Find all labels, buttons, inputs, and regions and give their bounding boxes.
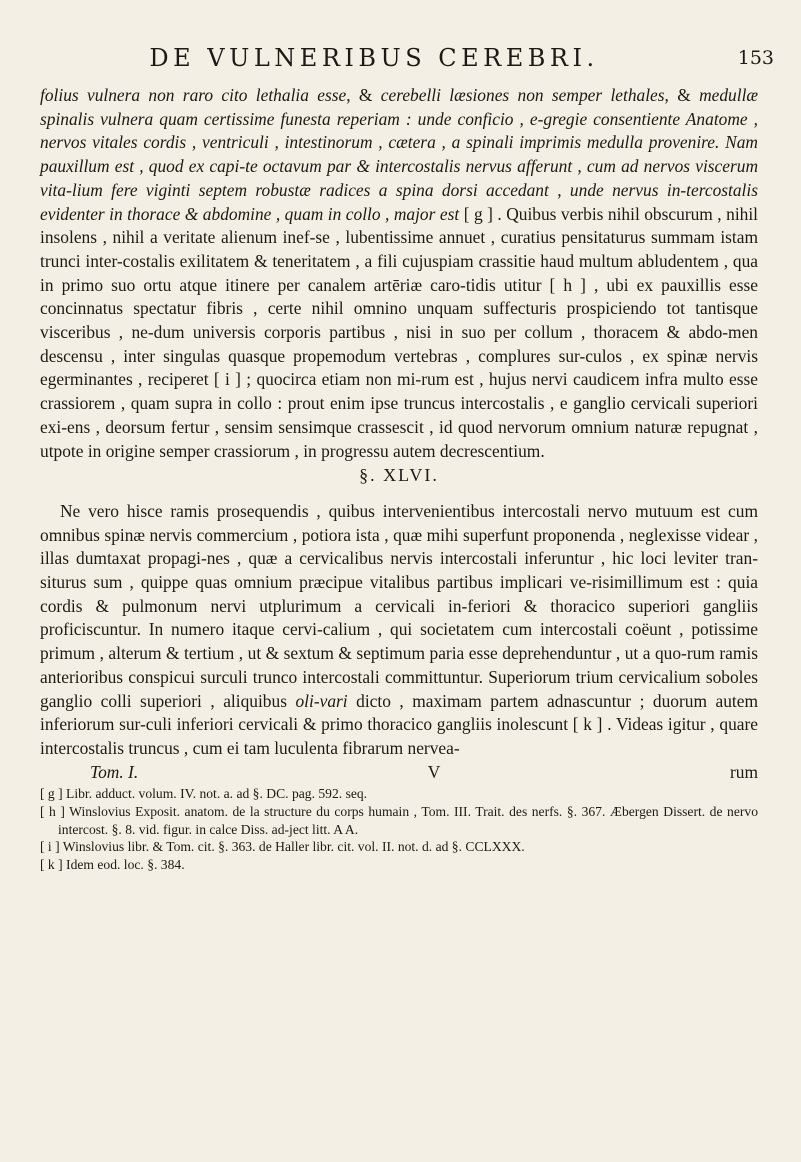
text-span: & bbox=[184, 203, 199, 224]
text-span: oli-vari bbox=[295, 690, 348, 711]
text-span: , & bbox=[664, 85, 691, 105]
catchword: rum bbox=[729, 761, 758, 782]
text-span: , & bbox=[346, 85, 373, 105]
footnotes bbox=[40, 785, 758, 873]
running-head: DE VULNERIBUS CEREBRI. bbox=[149, 44, 599, 72]
footnote: [ i ] Winslovius libr. & Tom. cit. §. 363. de Haller libr. cit. vol. II. not. d. ad §. CCLXXX. bbox=[40, 839, 525, 855]
text-span: medullæ spinalis vulnera quam certissime funesta reperiam : unde conficio , e-gregie consentiente Anatome , nervos vitales cordis , ventriculi , intestinorum , cætera , a spinali imprimis medulla provenire. Nam pauxillum est , quod ex capi-te octavum par bbox=[40, 85, 758, 177]
footnote: [ k ] Idem eod. loc. §. 384. bbox=[40, 856, 185, 872]
paragraph-2 bbox=[40, 500, 758, 761]
text-span: & bbox=[356, 156, 370, 177]
text-span: Ne vero hisce ramis prosequendis , quibus intervenientibus intercostali nervo mutuum est cum omnibus spinæ nervis commercium , potiora ista , quæ mihi superfunt proponenda , neglexisse videar , illas dumtaxat propagi-nes , quæ a cervicalibus nervis intercostali inferuntur , hic loci leviter tran-siturus sum , quippe quas omnium præcipue vitalibus partibus implicari ve-risimillimum est : quia cordis & pulmonum nervi utplurimum a cervicali in-feriori & thoracico superiori gangliis proficiscuntur. In numero itaque cervi-calium , qui societatem cum intercostali coëunt , potissime primum , alterum & tertium , ut & sextum & septimum paria esse deprehenduntur , ut a quo-rum ramis anterioribus conspicui surculi trunco intercostali committuntur. Superiorum trium cervicalium soboles ganglio colli superiori , aliquibus bbox=[40, 500, 758, 711]
text-span: dicto , maximam partem adnascuntur ; duorum autem inferiorum sur-culi inferiori cervicali & primo thoracico gangliis inolescunt [ k ] . Videas igitur , quare intercostalis truncus , cum ei tam luculenta fibrarum nervea- bbox=[40, 690, 758, 758]
text-span: cerebelli læsiones non semper lethales bbox=[380, 85, 665, 105]
text-span: folius vulnera non raro cito lethalia esse bbox=[40, 85, 347, 105]
footnote: [ g ] Libr. adduct. volum. IV. not. a. ad §. DC. pag. 592. seq. bbox=[40, 786, 368, 802]
text-span: intercostalis nervus afferunt , cum ad nervos viscerum vita-lium fere viginti septem robustæ radices a spina dorsi accedant , unde nervus in-tercostalis evidenter in thorace bbox=[40, 156, 759, 224]
page-number: 153 bbox=[737, 47, 774, 69]
section-heading: §. XLVI. bbox=[359, 465, 439, 486]
text-span: abdomine , quam in collo , major est bbox=[202, 203, 460, 224]
signature-mark: V bbox=[427, 761, 441, 782]
catchline bbox=[40, 761, 758, 785]
body-text bbox=[40, 84, 758, 873]
footnote: [ h ] Winslovius Exposit. anatom. de la structure du corps humain , Tom. III. Trait. des nerfs. §. 367. Æbergen Dissert. de nervo intercost. §. 8. vid. figur. in calce Diss. ad-ject litt. A A. bbox=[40, 803, 758, 837]
paragraph-1 bbox=[40, 84, 758, 463]
text-span: [ g ] . Quibus verbis nihil obscurum , nihil insolens , nihil a veritate alienum inef-se , lubentissime annuet , curatius pensitaturus summam istam trunci inter-costalis exilitatem & teneritatem , a fili cujuspiam crassitie haud multum abludentem , qua in primo suo ortu atque itinere per canalem artēriæ caro-tidis utitur [ h ] , ubi ex pauxillis esse concinnatus spectatur fibris , certe nihil omnino unquam suffecturis prospiciendo tot tantisque visceribus , ne-dum universis corporis partibus , nisi in suo per collum , thoracem & abdo-men descensu , inter singulas quasque propemodum vertebras , complures sur-culos , ex spinæ nervis egerminantes , reciperet [ i ] ; quocirca etiam non mi-rum est , hujus nervi caudicem infra multo esse crassiorem , quam supra in collo : prout enim ipse truncus intercostalis , e ganglio cervicali superiori exi-ens , deorsum fertur , sensim sensimque crassescit , id quod nervorum omnium naturæ repugnat , utpote in origine semper crassiorum , in progressu autem decrescentium. bbox=[40, 203, 759, 461]
volume-mark: Tom. I. bbox=[90, 761, 139, 782]
page-header bbox=[34, 44, 774, 84]
